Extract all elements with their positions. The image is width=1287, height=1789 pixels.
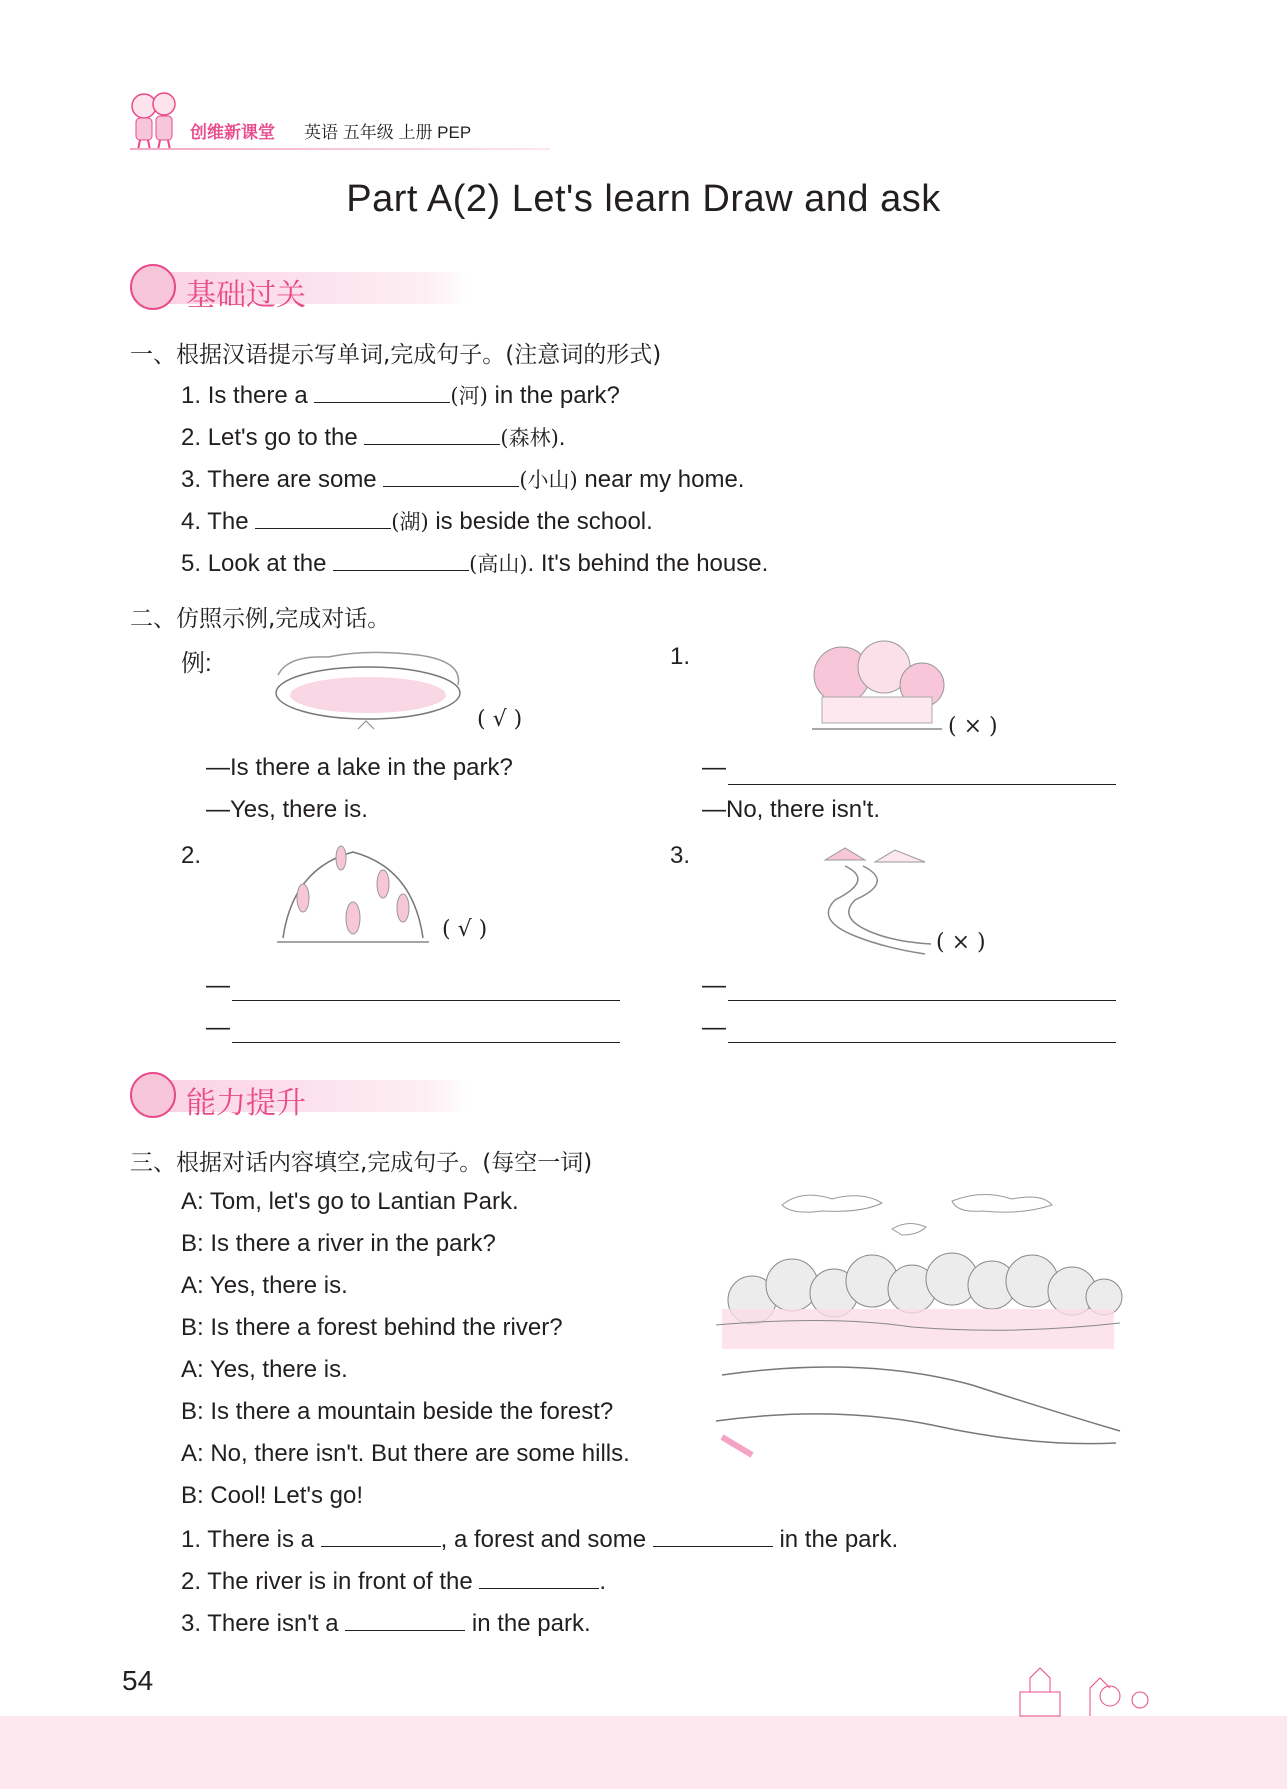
- mascot-badge-icon: [130, 1072, 176, 1118]
- item-number: 2.: [181, 424, 202, 451]
- answer-blank[interactable]: [255, 506, 391, 529]
- park-landscape-image: [712, 1185, 1124, 1475]
- dash: —: [702, 754, 726, 781]
- dialogue-line: B: Is there a mountain beside the forest?: [181, 1398, 614, 1425]
- answer-line[interactable]: [232, 1000, 620, 1001]
- river-image: [815, 840, 935, 960]
- page-number: 54: [122, 1665, 154, 1696]
- answer-blank[interactable]: [314, 380, 450, 403]
- answer-blank[interactable]: [383, 464, 519, 487]
- item-1-cross-mark: ( × ): [948, 714, 998, 739]
- q1-item-4: [181, 506, 653, 536]
- dash: —: [702, 972, 726, 999]
- section-basic-heading: [130, 264, 480, 313]
- question-3-heading: 三、根据对话内容填空,完成句子。(每空一词): [130, 1150, 593, 1176]
- forest-image: [802, 637, 952, 737]
- q3-sentence-1: [181, 1524, 898, 1554]
- item-text: in the park.: [779, 1526, 899, 1553]
- item-text: There isn't a: [207, 1610, 339, 1637]
- answer-blank[interactable]: [653, 1524, 773, 1547]
- header-book-info: 英语 五年级 上册 PEP: [304, 123, 472, 142]
- example-question: —Is there a lake in the park?: [206, 754, 513, 781]
- answer-blank[interactable]: [345, 1608, 465, 1631]
- page-title: Part A(2) Let's learn Draw and ask: [346, 178, 941, 220]
- item-number: 3.: [181, 1610, 202, 1637]
- example-check-mark: ( √ ): [477, 707, 523, 732]
- chinese-hint: (河): [450, 384, 488, 408]
- header-divider: [130, 148, 550, 150]
- chinese-hint: (高山): [469, 552, 528, 576]
- answer-line[interactable]: [728, 1042, 1116, 1043]
- item-number: 2.: [181, 1568, 202, 1595]
- answer-blank[interactable]: [479, 1566, 599, 1589]
- item-text: There is a: [207, 1526, 314, 1553]
- item-text: in the park.: [471, 1610, 591, 1637]
- dialogue-line: A: Tom, let's go to Lantian Park.: [181, 1188, 519, 1215]
- item-3-cross-mark: ( × ): [936, 930, 986, 955]
- item-text: The river is in front of the: [207, 1568, 473, 1595]
- header-brand: 创维新课堂: [190, 123, 275, 142]
- chinese-hint: (小山): [519, 468, 578, 492]
- item-text: near my home.: [584, 466, 745, 493]
- example-label: 例:: [181, 650, 212, 677]
- item-text: .: [558, 424, 566, 451]
- item-text: , a forest and some: [440, 1526, 647, 1553]
- question-2-heading: 二、仿照示例,完成对话。: [130, 606, 391, 632]
- castle-decoration-icon: [990, 1648, 1170, 1718]
- item-number: 3.: [181, 466, 202, 493]
- dialogue-line: B: Is there a river in the park?: [181, 1230, 496, 1257]
- dash: —: [206, 1014, 230, 1041]
- question-1-heading: 一、根据汉语提示写单词,完成句子。(注意词的形式): [130, 342, 662, 368]
- answer-blank[interactable]: [333, 548, 469, 571]
- chinese-hint: (森林): [500, 426, 559, 450]
- dialogue-line: A: Yes, there is.: [181, 1272, 348, 1299]
- answer-line[interactable]: [232, 1042, 620, 1043]
- header-mascot: [126, 88, 182, 152]
- q1-item-3: [181, 464, 744, 494]
- q2-item-2-number: 2.: [181, 842, 202, 869]
- item-1-answer: —No, there isn't.: [702, 796, 880, 823]
- q3-sentence-2: [181, 1566, 606, 1596]
- q1-item-5: [181, 548, 768, 578]
- item-text: . It's behind the house.: [527, 550, 769, 577]
- answer-line[interactable]: [728, 1000, 1116, 1001]
- item-number: 4.: [181, 508, 202, 535]
- item-number: 1.: [181, 382, 202, 409]
- section-heading-label: 能力提升: [186, 1086, 306, 1121]
- section-heading-label: 基础过关: [186, 278, 306, 313]
- item-text: The: [207, 508, 249, 535]
- example-answer: —Yes, there is.: [206, 796, 368, 823]
- q2-item-1-number: 1.: [670, 643, 691, 670]
- dialogue-line: B: Cool! Let's go!: [181, 1482, 364, 1509]
- footer-band: [0, 1716, 1287, 1789]
- dialogue-line: A: Yes, there is.: [181, 1356, 348, 1383]
- answer-blank[interactable]: [364, 422, 500, 445]
- mascot-badge-icon: [130, 264, 176, 310]
- section-advanced-heading: [130, 1072, 480, 1121]
- hill-image: [273, 838, 433, 950]
- dialogue-line: A: No, there isn't. But there are some hills.: [181, 1440, 630, 1467]
- item-text: Let's go to the: [207, 424, 358, 451]
- dash: —: [702, 1014, 726, 1041]
- q1-item-2: [181, 422, 565, 452]
- item-number: 5.: [181, 550, 202, 577]
- lake-image: [268, 645, 468, 735]
- item-number: 1.: [181, 1526, 202, 1553]
- q1-item-1: [181, 380, 620, 410]
- item-text: There are some: [207, 466, 377, 493]
- dialogue-line: B: Is there a forest behind the river?: [181, 1314, 563, 1341]
- item-text: Is there a: [207, 382, 308, 409]
- item-2-check-mark: ( √ ): [442, 917, 488, 942]
- answer-blank[interactable]: [321, 1524, 441, 1547]
- chinese-hint: (湖): [391, 510, 429, 534]
- q3-sentence-3: [181, 1608, 591, 1638]
- dash: —: [206, 972, 230, 999]
- q2-item-3-number: 3.: [670, 842, 691, 869]
- item-text: .: [599, 1568, 607, 1595]
- answer-line[interactable]: [728, 784, 1116, 785]
- item-text: in the park?: [494, 382, 620, 409]
- item-text: Look at the: [207, 550, 327, 577]
- item-text: is beside the school.: [435, 508, 653, 535]
